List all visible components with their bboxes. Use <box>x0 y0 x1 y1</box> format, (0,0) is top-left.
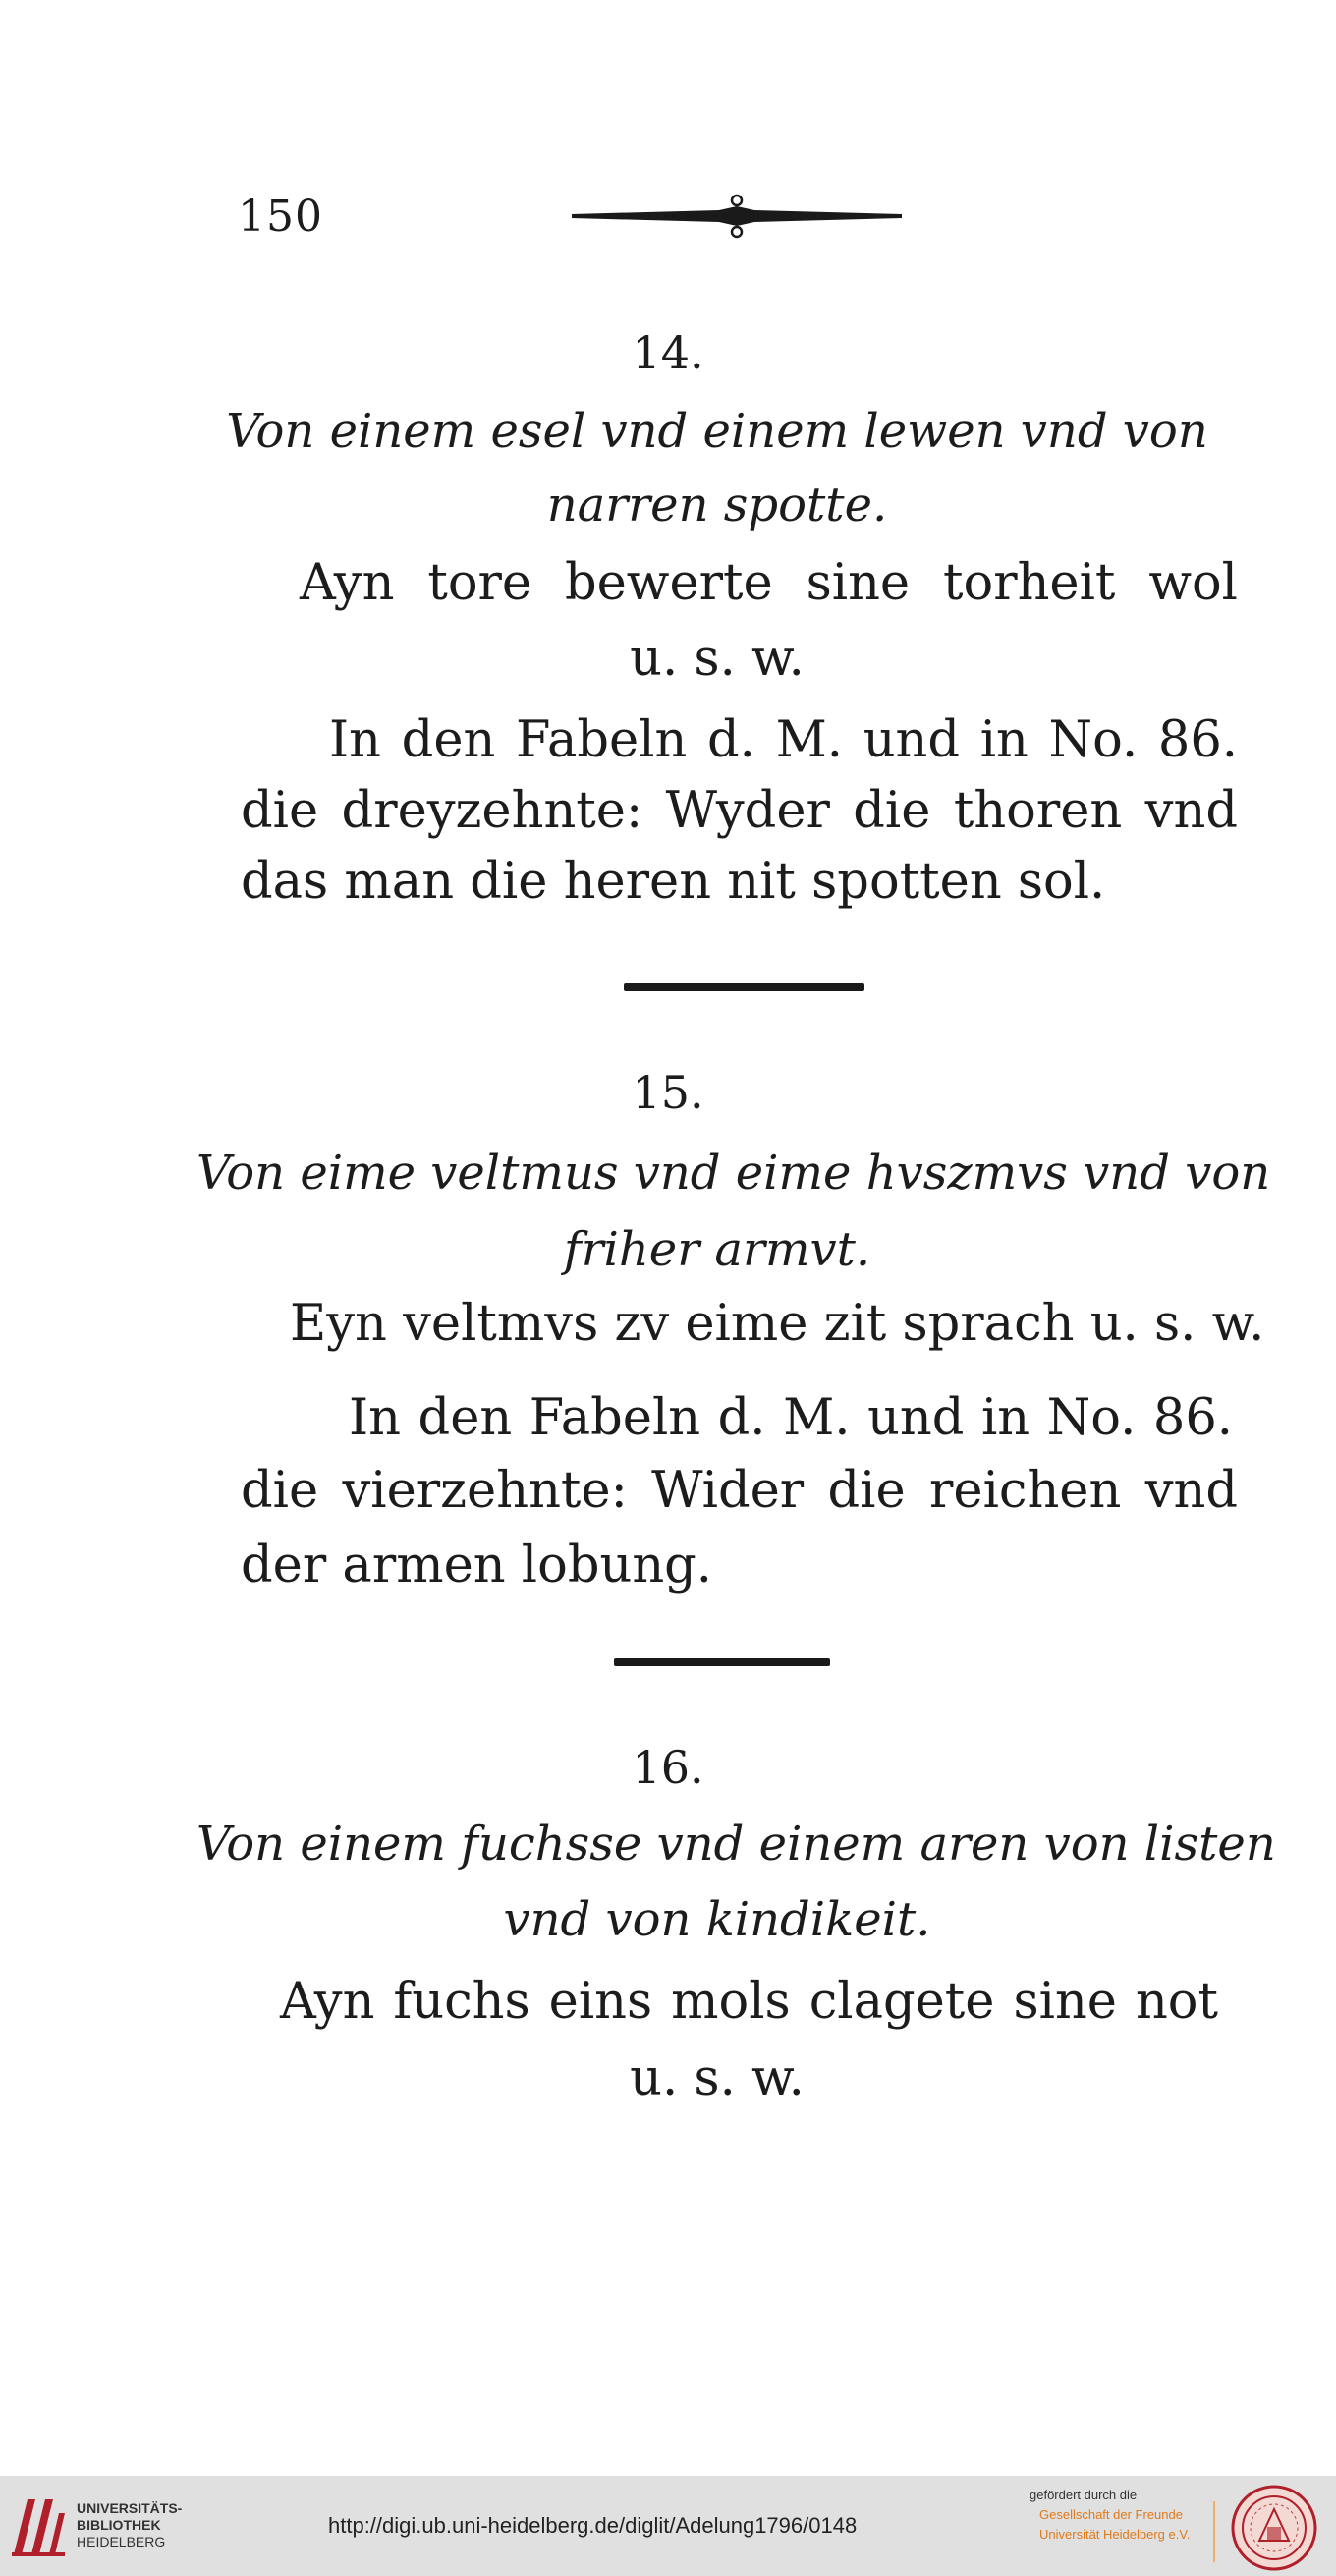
section-16-incipit: Ayn fuchs eins mols clagete sine not <box>280 1973 1218 2031</box>
permalink-url[interactable]: http://digi.ub.uni-heidelberg.de/diglit/Adelung1796/0148 <box>328 2513 858 2538</box>
section-title-16-line-2: vnd von kindikeit. <box>503 1892 931 1947</box>
section-15-incipit: Eyn veltmvs zv eime zit sprach u. s. w. <box>290 1295 1265 1353</box>
section-title-15-line-1: Von eime veltmus vnd eime hvszmvs vnd von <box>196 1146 1271 1201</box>
section-15-text-line: die vierzehnte: Wider die reichen vnd <box>241 1462 1238 1520</box>
viewer-footer <box>0 2476 1336 2576</box>
page-number: 150 <box>238 192 323 242</box>
section-16-usw: u. s. w. <box>630 2049 805 2107</box>
section-title-14-line-2: narren spotte. <box>546 477 888 532</box>
section-14-text-line: die dreyzehnte: Wyder die thoren vnd <box>241 782 1238 840</box>
section-14-incipit: Ayn tore bewerte sine torheit wol <box>300 554 1238 612</box>
section-number-14: 14. <box>632 326 704 379</box>
footer-divider <box>1213 2501 1215 2562</box>
decorative-ornament-icon <box>572 193 902 244</box>
section-divider <box>624 983 864 991</box>
university-seal-icon <box>1230 2484 1318 2572</box>
library-name-line: UNIVERSITÄTS- <box>77 2500 183 2516</box>
section-15-reference: In den Fabeln d. M. und in No. 86. <box>349 1389 1233 1447</box>
section-title-14-line-1: Von einem esel vnd einem lewen vnd von <box>226 404 1208 459</box>
section-number-15: 15. <box>632 1066 704 1119</box>
section-14-reference: In den Fabeln d. M. und in No. 86. <box>329 711 1238 769</box>
library-name <box>77 2500 182 2550</box>
library-name-line: BIBLIOTHEK <box>77 2517 161 2533</box>
section-title-15-line-2: friher armvt. <box>563 1222 871 1277</box>
section-title-16-line-1: Von einem fuchsse vnd einem aren von listen <box>196 1817 1276 1872</box>
section-divider <box>614 1658 830 1666</box>
sponsor-name-line: Gesellschaft der Freunde <box>1039 2507 1183 2522</box>
section-14-text-line: das man die heren nit spotten sol. <box>241 853 1106 911</box>
section-14-usw: u. s. w. <box>630 630 805 688</box>
library-name-line: HEIDELBERG <box>77 2534 166 2549</box>
sponsor-block <box>1030 2486 1190 2545</box>
section-number-16: 16. <box>632 1741 704 1794</box>
library-book-logo-icon <box>10 2492 69 2560</box>
sponsor-label: gefördert durch die <box>1030 2488 1138 2502</box>
sponsor-name-line: Universität Heidelberg e.V. <box>1039 2527 1191 2542</box>
section-15-text-line: der armen lobung. <box>241 1537 713 1595</box>
